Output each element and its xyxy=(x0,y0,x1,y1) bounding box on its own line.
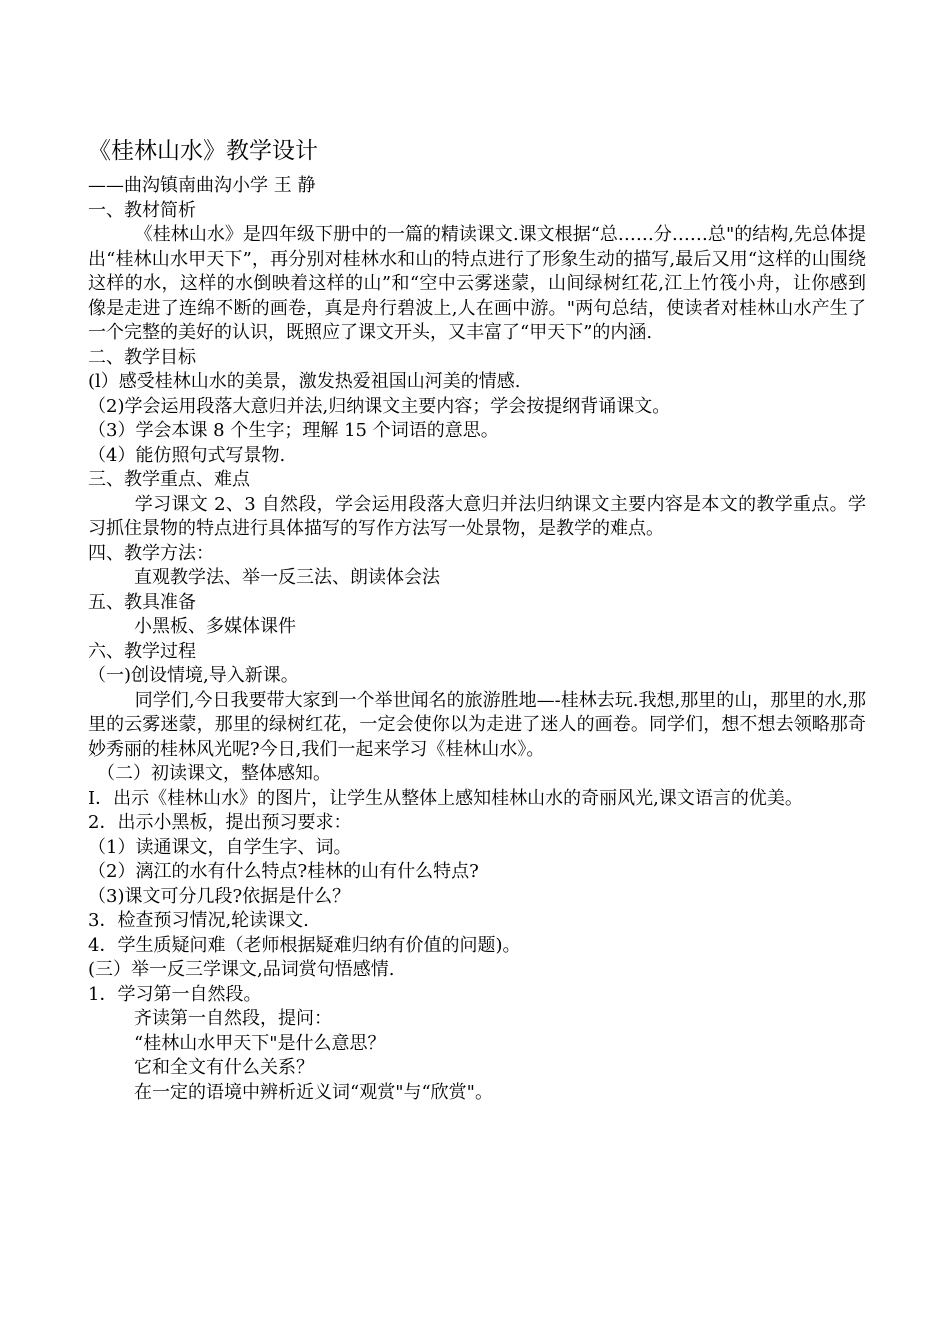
section-heading-5: 五、教具准备 xyxy=(88,591,196,613)
preview-requirement-2: （2）漓江的水有什么特点?桂林的山有什么特点? xyxy=(88,861,479,882)
process-step-3-heading: (三）举一反三学课文,品词赏句悟感情. xyxy=(88,959,395,980)
study-question-1: 齐读第一自然段，提问： xyxy=(134,1008,332,1029)
section-heading-4: 四、教学方法： xyxy=(88,542,214,564)
process-step-2-item-3: 3．检查预习情况,轮读课文. xyxy=(88,910,309,931)
process-step-1-paragraph: 同学们,今日我要带大家到一个举世闻名的旅游胜地—-桂林去玩.我想,那里的山，那里的水,那里的云雾迷蒙，那里的绿树红花，一定会使你以为走进了迷人的画卷。同学们，想不想去领略那奇妙秀丽的桂林风光呢?今日,我们一起来学习《桂林山水》。 xyxy=(88,689,866,760)
document-page xyxy=(88,136,866,1105)
section-3-paragraph: 学习课文 2、3 自然段，学会运用段落大意归并法归纳课文主要内容是本文的教学重点。学习抓住景物的特点进行具体描写的写作方法写一处景物，是教学的难点。 xyxy=(88,493,866,539)
process-step-2-item-2: 2．出示小黑板，提出预习要求： xyxy=(88,812,352,833)
process-step-2-item-1: I．出示《桂林山水》的图片，让学生从整体上感知桂林山水的奇丽风光,课文语言的优美。 xyxy=(88,787,803,809)
study-question-3: 它和全文有什么关系？ xyxy=(134,1057,314,1078)
document-title: 《桂林山水》教学设计 xyxy=(88,138,318,164)
goal-item-3: （3）学会本课 8 个生字；理解 15 个词语的意思。 xyxy=(88,420,499,441)
process-step-3-item-1: 1．学习第一自然段。 xyxy=(88,983,262,1005)
section-heading-6: 六、教学过程 xyxy=(88,640,196,662)
method-list: 直观教学法、举一反三法、朗读体会法 xyxy=(134,567,440,588)
section-heading-1: 一、教材简析 xyxy=(88,199,196,221)
process-step-1-heading: （一)创设情境,导入新课。 xyxy=(88,665,299,686)
section-heading-2: 二、教学目标 xyxy=(88,346,196,368)
process-step-2-item-4: 4．学生质疑问难（老师根据疑难归纳有价值的问题)。 xyxy=(88,934,521,956)
goal-item-4: （4）能仿照句式写景物. xyxy=(88,444,286,466)
preview-requirement-1: （1）读通课文，自学生字、词。 xyxy=(88,836,352,858)
study-question-4: 在一定的语境中辨析近义词“观赏"与“欣赏"。 xyxy=(134,1081,493,1103)
preview-requirement-3: （3)课文可分几段?依据是什么？ xyxy=(88,885,351,907)
materials-list: 小黑板、多媒体课件 xyxy=(134,616,296,637)
goal-item-2: （2)学会运用段落大意归并法,归纳课文主要内容；学会按提纲背诵课文。 xyxy=(88,395,671,417)
section-1-paragraph: 《桂林山水》是四年级下册中的一篇的精读课文.课文根据“总……分……总"的结构,先总体提出“桂林山水甲天下”，再分别对桂林水和山的特点进行了形象生动的描写,最后又用“这样的山围绕这样的水，这样的水倒映着这样的山”和“空中云雾迷蒙，山间绿树红花,江上竹筏小舟，让你感到像是走进了连绵不断的画卷，真是舟行碧波上,人在画中游。"两句总结，使读者对桂林山水产生了一个完整的美好的认识，既照应了课文开头，又丰富了“甲天下”的内涵. xyxy=(88,224,866,343)
section-heading-3: 三、教学重点、难点 xyxy=(88,469,250,490)
goal-item-1: (l）感受桂林山水的美景，激发热爱祖国山河美的情感. xyxy=(88,371,521,392)
author-line: ——曲沟镇南曲沟小学 王 静 xyxy=(88,175,316,196)
study-question-2: “桂林山水甲天下"是什么意思？ xyxy=(134,1032,386,1054)
process-step-2-heading: （二）初读课文，整体感知。 xyxy=(97,763,331,784)
